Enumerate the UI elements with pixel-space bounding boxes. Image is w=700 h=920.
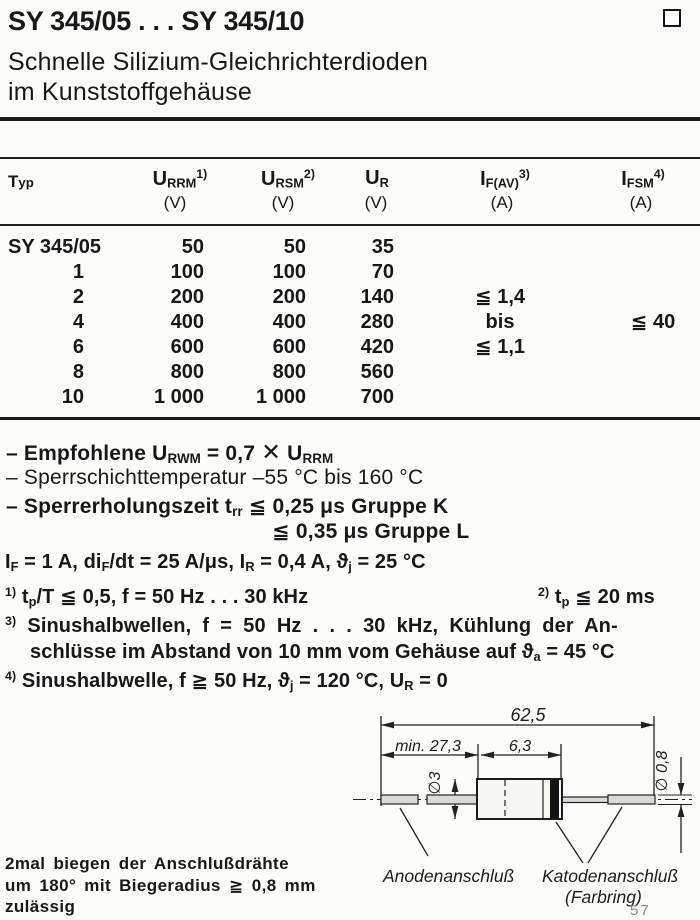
cell-ur: 35 <box>371 236 394 258</box>
column-header-ifsm <box>621 167 665 191</box>
register-square-icon <box>663 9 681 27</box>
footnote-ref: 4) <box>653 167 665 181</box>
cathode-label: Katodenanschluß <box>542 866 679 886</box>
cell-ur: 280 <box>360 311 394 333</box>
note-junction-temperature: – Sperrschichttemperatur –55 °C bis 160 °C <box>6 466 424 489</box>
cell-ur: 140 <box>360 286 394 308</box>
column-header-urrm <box>153 167 208 191</box>
subscript: R <box>379 174 389 190</box>
subscript: RRM <box>167 175 197 191</box>
cell-ursm: 50 <box>283 236 306 258</box>
dim-total-length: 62,5 <box>510 705 546 725</box>
anode-label: Anodenanschluß <box>383 866 515 886</box>
unit-ur: (V) <box>364 193 388 212</box>
cell-ifsm <box>606 335 700 360</box>
page-subtitle <box>8 47 428 107</box>
cell-ifav <box>394 385 606 410</box>
cell-ur: 560 <box>360 361 394 383</box>
cell-ursm: 200 <box>272 286 306 308</box>
table-header-rule <box>0 224 700 226</box>
cell-ifav <box>394 360 606 385</box>
cell-typ: SY 345/05 <box>8 236 102 258</box>
column-header-ifav <box>480 167 530 191</box>
cell-typ: 10 <box>61 386 84 408</box>
column-header-ursm <box>261 167 315 191</box>
page-number: 57 <box>630 902 651 919</box>
subtitle-line-2: im Kunststoffgehäuse <box>8 78 252 106</box>
cathode-colour-ring-label: (Farbring) <box>565 887 642 907</box>
subscript: RSM <box>275 175 304 191</box>
dim-body-diameter: ∅3 <box>427 771 444 795</box>
cell-ifsm <box>606 360 700 385</box>
ratings-table <box>0 235 700 410</box>
table-row <box>0 235 700 260</box>
table-row <box>0 310 700 335</box>
cell-ursm: 600 <box>272 336 306 358</box>
cell-ifav <box>394 235 606 260</box>
footnote-2: $^{2)}$ tp ≦ 20 ms <box>538 585 655 609</box>
footnote-3-line2: schlüsse im Abstand von 10 mm vom Gehäuse auf ϑa = 45 °C <box>30 641 615 664</box>
subtitle-line-1: Schnelle Silizium-Gleichrichterdioden <box>8 48 429 76</box>
dim-body-length: 6,3 <box>508 738 532 755</box>
diode-body <box>477 779 562 819</box>
cell-urrm: 1 000 <box>153 386 204 408</box>
symbol: I <box>480 167 486 190</box>
cell-urrm: 100 <box>170 261 204 283</box>
bending-note <box>5 853 316 918</box>
cell-ur: 70 <box>371 261 394 283</box>
cell-ifsm <box>606 285 700 310</box>
column-header-ur <box>365 167 389 190</box>
cell-urrm: 800 <box>170 361 204 383</box>
spec-test-conditions: IF = 1 A, diF/dt = 25 A/μs, IR = 0,4 A, ϑj = 25 °C <box>5 551 426 574</box>
cell-ifsm: ≦ 40 <box>630 311 676 333</box>
bending-note-line-3: zulässig <box>5 897 76 916</box>
table-row <box>0 260 700 285</box>
cell-urrm: 200 <box>170 286 204 308</box>
cell-ursm: 1 000 <box>255 386 306 408</box>
unit-ifav: (A) <box>490 193 514 212</box>
cell-typ: 4 <box>72 311 84 333</box>
unit-ursm: (V) <box>271 193 295 212</box>
cell-ur: 420 <box>360 336 394 358</box>
table-top-rule <box>0 157 700 159</box>
footnote-ref: 3) <box>518 167 530 181</box>
table-bottom-rule <box>0 417 700 420</box>
symbol: I <box>621 167 627 190</box>
symbol: U <box>261 167 276 190</box>
subscript: FSM <box>626 175 654 191</box>
package-outline-drawing <box>350 695 700 917</box>
cathode-lead-leader-line <box>588 807 622 863</box>
cell-ifsm <box>606 235 700 260</box>
bending-note-line-1: 2mal biegen der Anschlußdrähte <box>5 854 289 873</box>
unit-urrm: (V) <box>163 193 187 212</box>
cell-typ: 6 <box>72 336 84 358</box>
cell-typ: 1 <box>72 261 84 283</box>
symbol: U <box>152 167 168 190</box>
cell-urrm: 400 <box>170 311 204 333</box>
dim-lead-min-length: min. 27,3 <box>395 738 461 755</box>
bending-note-line-2: um 180° mit Biegeradius ≧ 0,8 mm <box>5 875 316 895</box>
cell-ifav <box>394 260 606 285</box>
footnote-1: $^{1)}$ tp/T ≦ 0,5, f = 50 Hz . . . 30 kHz <box>5 585 309 609</box>
footnote-4: $^{4)}$ Sinushalbwelle, f ≧ 50 Hz, ϑj = 120 °C, UR = 0 <box>5 669 448 693</box>
note-recommended-urwm: – Empfohlene URWM = 0,7 ✕ URRM <box>6 439 334 466</box>
footnote-ref: 1) <box>196 167 208 181</box>
page-title: SY 345/05 . . . SY 345/10 <box>8 6 305 36</box>
footnote-3-line1: $^{3)}$ Sinushalbwellen, f = 50 Hz . . . 30 kHz, Kühlung der An- <box>5 614 618 637</box>
cathode-band <box>550 780 559 818</box>
symbol: U <box>365 167 380 189</box>
cell-urrm: 600 <box>170 336 204 358</box>
cell-ifav: ≦ 1,4 <box>474 286 526 308</box>
column-header-typ: Typ <box>8 172 34 191</box>
cell-ifsm <box>606 385 700 410</box>
cell-typ: 8 <box>72 361 84 383</box>
cell-ursm: 100 <box>272 261 306 283</box>
table-row <box>0 385 700 410</box>
cell-ursm: 400 <box>272 311 306 333</box>
note-recovery-time-l: ≦ 0,35 μs Gruppe L <box>272 520 470 543</box>
header-rule <box>0 117 700 121</box>
table-row <box>0 360 700 385</box>
anode-leader-line <box>400 808 428 856</box>
subscript: F(AV) <box>485 175 519 191</box>
cell-ur: 700 <box>360 386 394 408</box>
cell-ifav: ≦ 1,1 <box>474 336 526 358</box>
cell-ifsm <box>606 260 700 285</box>
cell-ifav: bis <box>485 311 515 333</box>
cell-typ: 2 <box>72 286 84 308</box>
unit-ifsm: (A) <box>629 193 653 212</box>
cell-urrm: 50 <box>181 236 204 258</box>
note-recovery-time-k: – Sperrerholungszeit trr ≦ 0,25 μs Gruppe K <box>6 495 449 519</box>
table-row <box>0 335 700 360</box>
footnote-ref: 2) <box>303 167 315 181</box>
cell-ursm: 800 <box>272 361 306 383</box>
dim-wire-diameter: ∅ 0,8 <box>654 750 671 792</box>
cathode-leader-line <box>556 822 583 863</box>
table-row <box>0 285 700 310</box>
